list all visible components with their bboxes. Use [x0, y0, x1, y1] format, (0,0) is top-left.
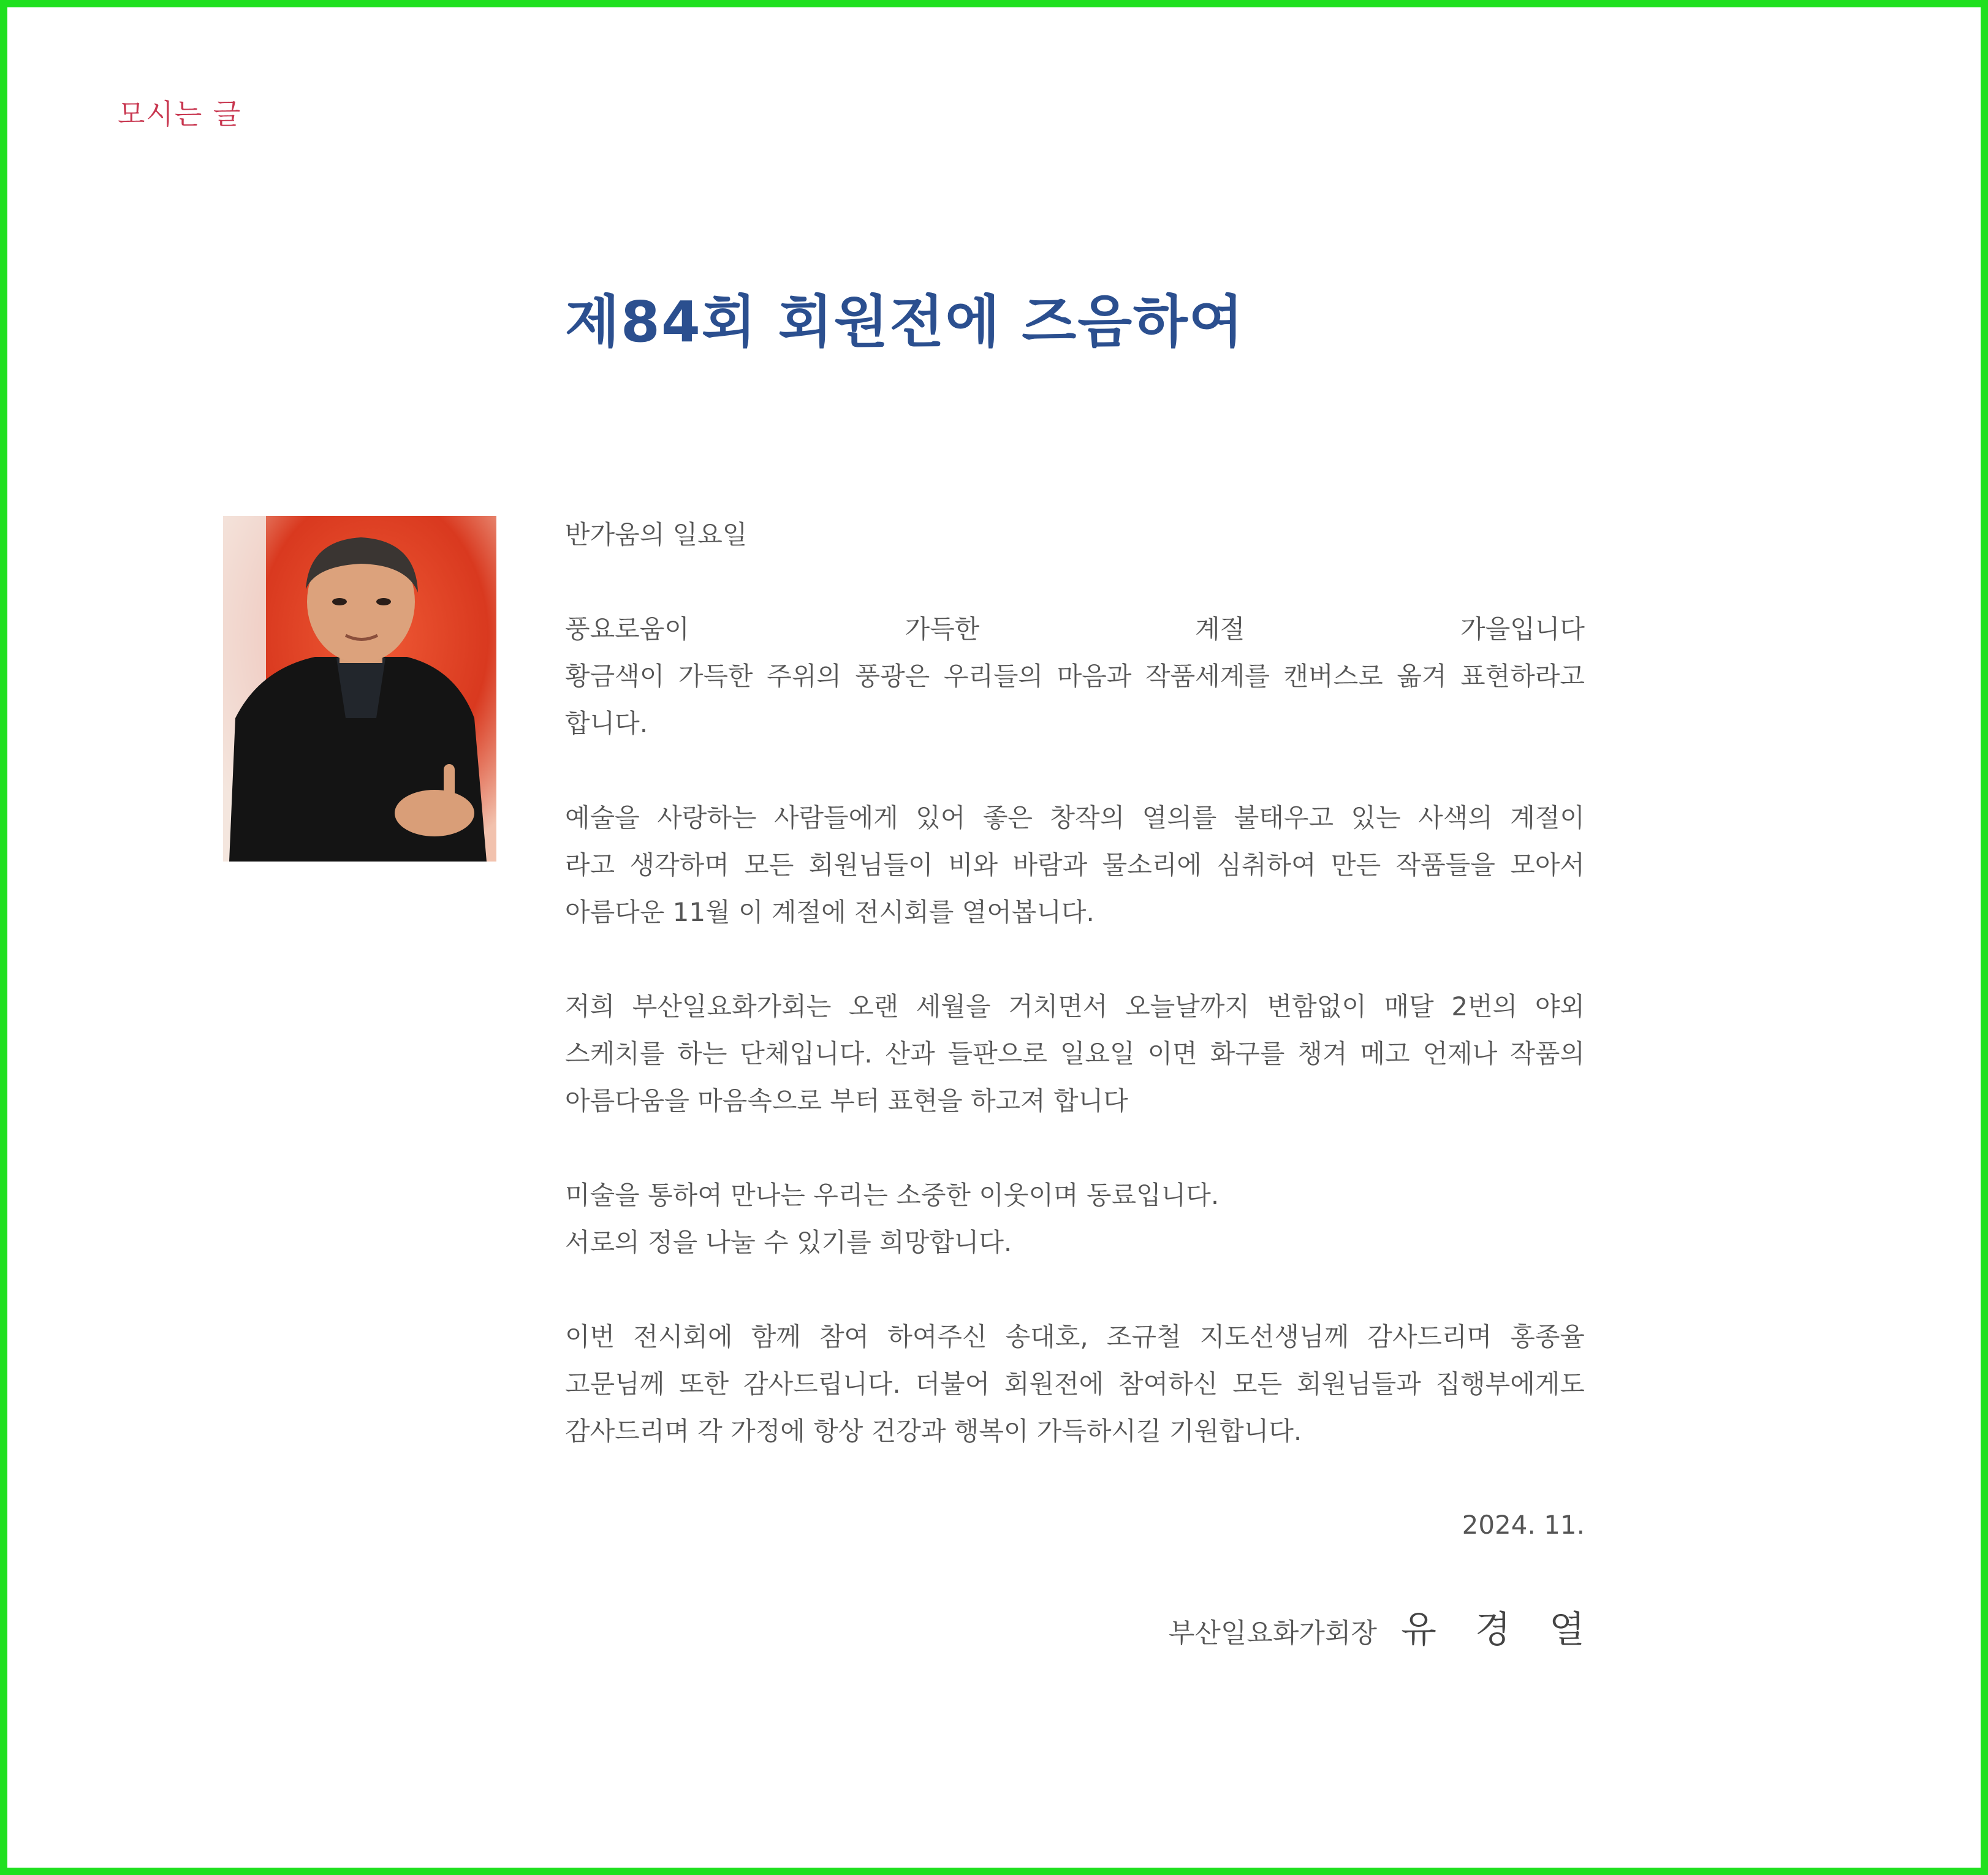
paragraph-line: 미술을 통하여 만나는 우리는 소중한 이웃이며 동료입니다.	[565, 1180, 1220, 1210]
paragraph	[565, 983, 1585, 1124]
paragraph-line: 아름다움을 마음속으로 부터 표현을 하고져 합니다	[565, 1086, 1128, 1116]
paragraph-line: 스케치를 하는 단체입니다. 산과 들판으로 일요일 이면 화구를 챙겨 메고 언제나 작품의	[565, 1039, 1585, 1069]
paragraph	[565, 1172, 1585, 1266]
portrait-photo	[223, 516, 496, 862]
paragraph-line: 예술을 사랑하는 사람들에게 있어 좋은 창작의 열의를 불태우고 있는 사색의 계절이	[565, 803, 1585, 833]
section-label: 모시는 글	[118, 97, 242, 131]
paragraph-line: 고문님께 또한 감사드립니다. 더불어 회원전에 참여하신 모든 회원님들과 집행부에게도	[565, 1369, 1585, 1399]
greeting: 반가움의 일요일	[565, 520, 748, 550]
signature-title: 부산일요화가회장	[1168, 1618, 1377, 1649]
president-portrait	[223, 516, 496, 862]
paragraph-line: 감사드리며 각 가정에 항상 건강과 행복이 가득하시길 기원합니다.	[565, 1416, 1302, 1446]
paragraph	[565, 605, 1585, 747]
paragraph	[565, 794, 1585, 936]
signature	[565, 1600, 1598, 1653]
paragraph-line: 이번 전시회에 함께 참여 하여주신 송대호, 조규철 지도선생님께 감사드리며 홍종율	[565, 1322, 1585, 1352]
paragraph-line: 아름다운 11월 이 계절에 전시회를 열어봅니다.	[565, 897, 1095, 927]
paragraph-line: 서로의 정을 나눌 수 있기를 희망합니다.	[565, 1227, 1012, 1257]
paragraph-line: 합니다.	[565, 708, 648, 738]
signature-name: 유 경 열	[1400, 1608, 1598, 1651]
paragraph-line: 황금색이 가득한 주위의 풍광은 우리들의 마음과 작품세계를 캔버스로 옮겨 표현하라고	[565, 661, 1585, 691]
paragraph-line: 저희 부산일요화가회는 오랜 세월을 거치면서 오늘날까지 변함없이 매달 2번의 야외	[565, 991, 1585, 1021]
letter-date: 2024. 11.	[1462, 1510, 1585, 1540]
letter-body	[565, 511, 1585, 1502]
letter-title: 제84회 회원전에 즈음하여	[565, 289, 1245, 355]
paragraph	[565, 1313, 1585, 1455]
paragraph-line: 풍요로움이 가득한 계절 가을입니다	[565, 614, 1585, 644]
paragraph-line: 라고 생각하며 모든 회원님들이 비와 바람과 물소리에 심취하여 만든 작품들을 모아서	[565, 850, 1585, 880]
